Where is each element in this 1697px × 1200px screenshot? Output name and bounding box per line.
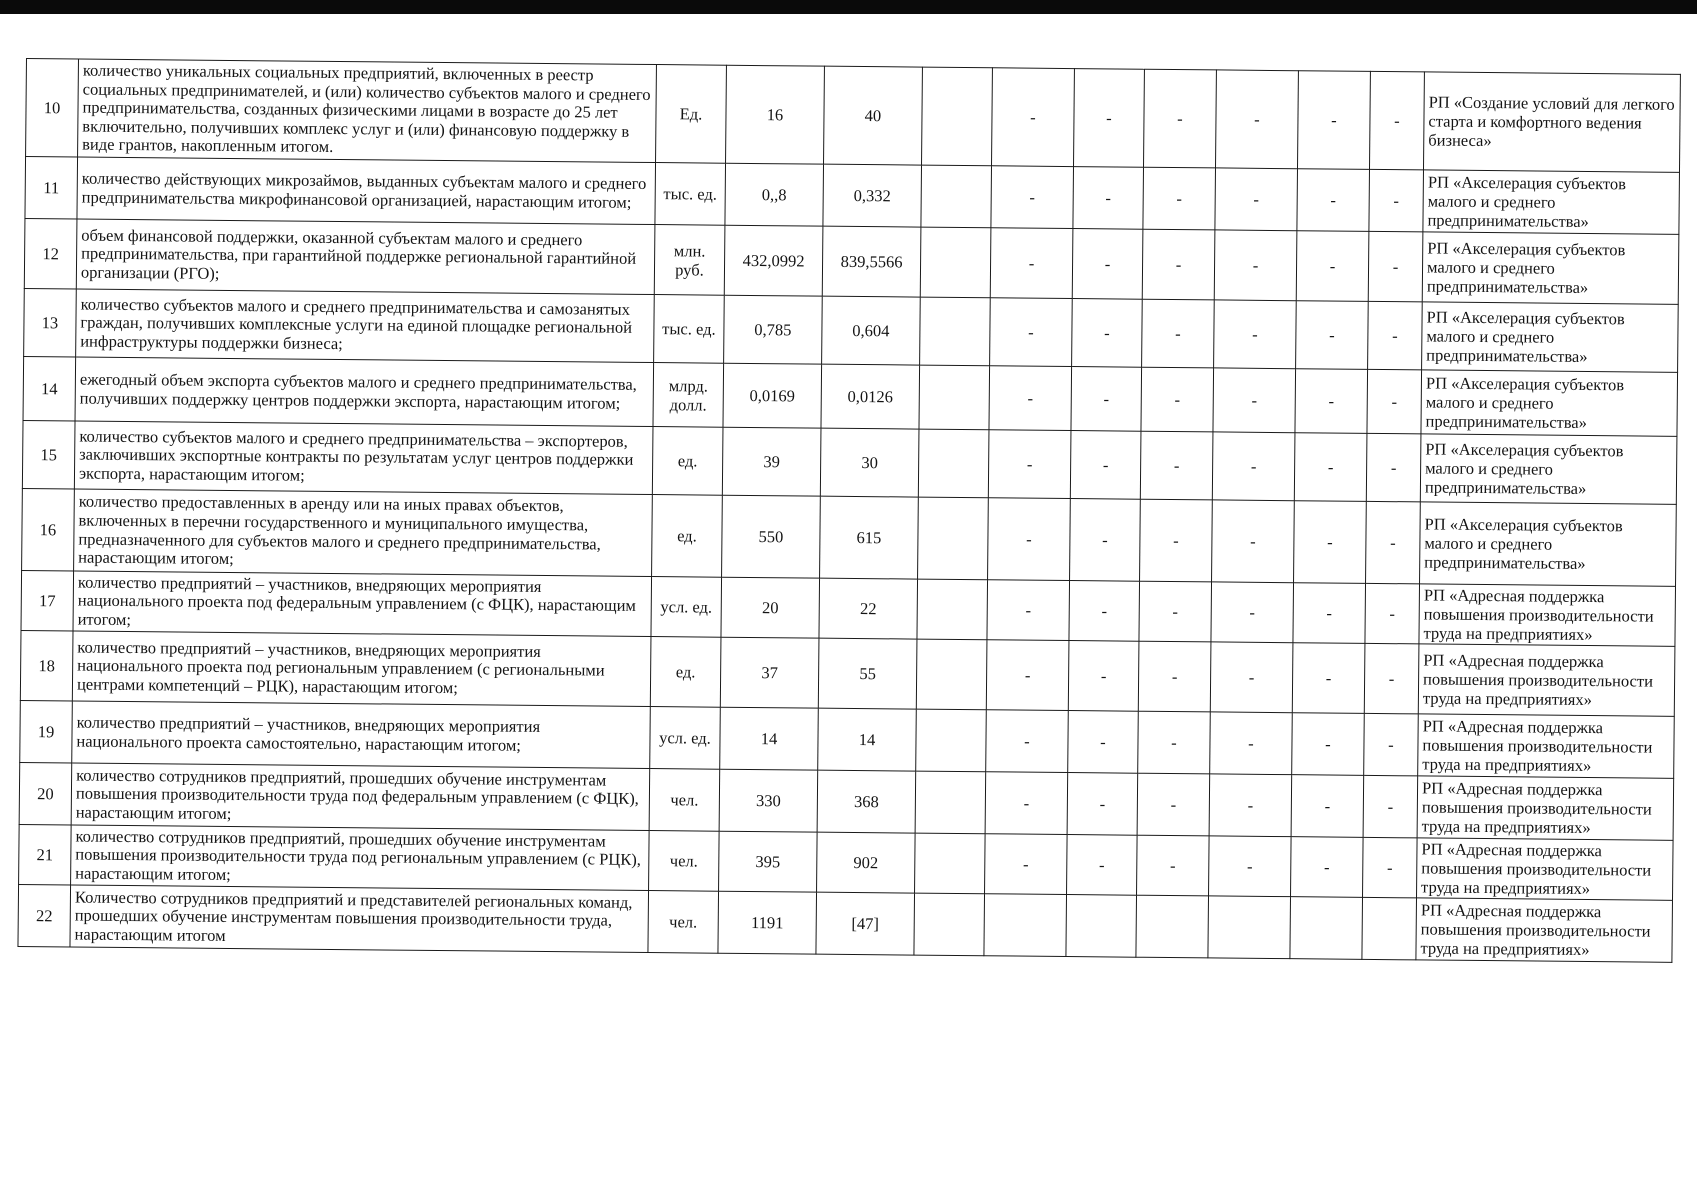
year-value-cell: - (1069, 581, 1140, 642)
year-value-cell: - (1366, 433, 1421, 502)
target-value: 0,0126 (821, 364, 920, 429)
indicator-description: ежегодный объем экспорта субъектов малого и среднего предпринимательства, получивших поддержку центров поддержки экспорта, нарастающим итогом; (75, 357, 654, 427)
year-value-cell: - (1215, 168, 1298, 231)
year-value-cell: - (1297, 169, 1370, 232)
unit-of-measure: тыс. ед. (655, 163, 726, 226)
year-value-cell: - (1291, 775, 1364, 838)
year-value-cell: - (1212, 500, 1295, 583)
base-value: 39 (722, 427, 821, 496)
year-value-cell: - (1296, 301, 1369, 370)
year-value-cell: - (1141, 367, 1214, 432)
unit-of-measure: усл. ед. (651, 577, 722, 638)
year-value-cell: - (992, 68, 1075, 167)
year-value-cell: - (1369, 169, 1424, 232)
regional-project: РП «Адресная поддержка повышения производительности труда на предприятиях» (1416, 898, 1673, 962)
indicator-description: количество субъектов малого и среднего предпринимательства и самозанятых граждан, получивших комплексные услуги на единой площадке региональной инфраструктуры поддержки бизнеса; (76, 289, 655, 363)
year-value-cell (1362, 897, 1417, 960)
year-value-cell: - (1140, 431, 1213, 500)
year-value-cell: - (1363, 837, 1418, 898)
indicator-description: количество предоставленных в аренду или на иных правах объектов, включенных в перечни государственного и муниципального имущества, предназначенного для субъектов малого и среднего предпринимательства, нарастающим итогом; (74, 489, 653, 577)
year-value-cell: - (1070, 499, 1141, 582)
year-value-cell: - (1142, 299, 1215, 368)
row-number: 22 (18, 884, 71, 946)
year-value-cell: - (1296, 231, 1369, 302)
regional-project: РП «Адресная поддержка повышения производительности труда на предприятиях» (1418, 714, 1675, 778)
year-value-cell: - (1292, 713, 1365, 776)
base-value: 0,0169 (723, 363, 822, 428)
row-number: 16 (22, 488, 75, 570)
year-value-cell: - (989, 366, 1072, 431)
row-number: 21 (19, 824, 72, 884)
table-row (26, 59, 1681, 173)
year-value-cell (920, 297, 991, 366)
row-number: 18 (20, 630, 73, 700)
year-value-cell: - (1366, 501, 1421, 584)
year-value-cell (918, 497, 989, 580)
year-value-cell: - (1139, 581, 1212, 642)
year-value-cell (984, 894, 1067, 957)
year-value-cell: - (1364, 713, 1419, 776)
year-value-cell (919, 365, 990, 430)
target-value: 615 (820, 496, 919, 579)
row-number: 20 (19, 762, 72, 824)
year-value-cell (915, 771, 986, 834)
year-value-cell: - (1074, 69, 1145, 168)
year-value-cell: - (1368, 301, 1423, 370)
base-value: 1191 (718, 891, 817, 954)
regional-project: РП «Акселерация субъектов малого и среднего предпринимательства» (1420, 434, 1677, 504)
year-value-cell: - (1140, 499, 1213, 582)
unit-of-measure: чел. (648, 891, 719, 954)
row-number: 19 (20, 700, 73, 762)
year-value-cell: - (1367, 369, 1422, 434)
year-value-cell (916, 709, 987, 772)
year-value-cell: - (988, 430, 1071, 499)
indicator-description: количество уникальных социальных предприятий, включенных в реестр социальных предпринимателей, и (или) количество субъектов малого и среднего предпринимательства, созданных физическими лицами в возрасте до 25 лет включительно, получивших комплекс услуг и (или) финансовую поддержку в виде грантов, накопленным итогом. (78, 59, 657, 163)
row-number: 11 (25, 157, 78, 219)
unit-of-measure: усл. ед. (650, 707, 721, 770)
unit-of-measure: чел. (649, 831, 720, 892)
indicator-description: количество предприятий – участников, внедряющих мероприятия национального проекта самостоятельно, нарастающим итогом; (72, 701, 651, 769)
year-value-cell: - (987, 580, 1070, 641)
row-number: 10 (26, 59, 79, 157)
year-value-cell (1066, 895, 1137, 958)
year-value-cell: - (1297, 71, 1370, 170)
year-value-cell: - (1210, 642, 1293, 713)
unit-of-measure: чел. (649, 769, 720, 832)
year-value-cell (918, 429, 989, 498)
target-value: 839,5566 (822, 226, 921, 297)
year-value-cell: - (1137, 835, 1210, 896)
regional-project: РП «Акселерация субъектов малого и среднего предпринимательства» (1420, 502, 1677, 586)
year-value-cell: - (1137, 773, 1210, 836)
year-value-cell: - (1294, 433, 1367, 502)
year-value-cell (914, 893, 985, 956)
year-value-cell: - (1215, 70, 1298, 169)
year-value-cell: - (990, 228, 1073, 299)
unit-of-measure: млн. руб. (654, 225, 725, 296)
indicator-description: количество сотрудников предприятий, прошедших обучение инструментам повышения производительности труда под федеральным управлением (с ФЦК), нарастающим итогом; (71, 763, 650, 831)
year-value-cell (915, 833, 986, 894)
indicator-description: количество действующих микрозаймов, выданных субъектам малого и среднего предпринимательства микрофинансовой организацией, нарастающим итогом; (77, 157, 656, 225)
year-value-cell: - (1211, 582, 1294, 643)
unit-of-measure: тыс. ед. (654, 295, 725, 364)
base-value: 432,0992 (724, 225, 823, 296)
year-value-cell: - (1368, 231, 1423, 302)
year-value-cell: - (1210, 712, 1293, 775)
year-value-cell: - (991, 166, 1074, 229)
year-value-cell: - (1369, 71, 1424, 170)
indicator-description: Количество сотрудников предприятий и представителей региональных команд, прошедших обучение инструментам повышения производительности труда, нарастающим итогом (70, 885, 649, 953)
target-value: 55 (818, 638, 917, 709)
year-value-cell: - (1291, 837, 1364, 898)
year-value-cell (922, 67, 993, 166)
indicator-description: количество сотрудников предприятий, прошедших обучение инструментам повышения производительности труда под региональным управлением (с РЦК), нарастающим итогом; (71, 825, 650, 891)
year-value-cell (916, 639, 987, 710)
unit-of-measure: ед. (652, 427, 723, 496)
base-value: 395 (719, 831, 818, 892)
year-value-cell: - (985, 834, 1068, 895)
year-value-cell: - (1293, 583, 1366, 644)
year-value-cell (920, 227, 991, 298)
target-value: 0,332 (823, 164, 922, 227)
year-value-cell (917, 579, 988, 640)
regional-project: РП «Создание условий для легкого старта и комфортного ведения бизнеса» (1423, 72, 1680, 172)
indicator-description: количество предприятий – участников, внедряющих мероприятия национального проекта под федеральным управлением (с ФЦК), нарастающим итогом; (73, 571, 652, 637)
target-value: 22 (819, 578, 918, 639)
year-value-cell: - (1363, 775, 1418, 838)
unit-of-measure: млрд. долл. (653, 363, 724, 428)
base-value: 37 (720, 637, 819, 708)
base-value: 0,,8 (725, 163, 824, 226)
document-page (17, 58, 1680, 963)
target-value: 902 (817, 832, 916, 893)
year-value-cell (1290, 897, 1363, 960)
row-number: 14 (23, 356, 76, 420)
year-value-cell: - (1214, 300, 1297, 369)
year-value-cell: - (1294, 501, 1367, 584)
year-value-cell: - (1365, 583, 1420, 644)
year-value-cell (1136, 895, 1209, 958)
target-value: 14 (818, 708, 917, 771)
indicators-table (17, 58, 1680, 963)
indicator-description: объем финансовой поддержки, оказанной субъектам малого и среднего предпринимательства, при гарантийной поддержке региональной гарантийной организации (РГО); (76, 219, 655, 295)
regional-project: РП «Акселерация субъектов малого и среднего предпринимательства» (1423, 170, 1680, 234)
row-number: 15 (22, 420, 75, 488)
year-value-cell: - (1138, 711, 1211, 774)
year-value-cell: - (1138, 641, 1211, 712)
year-value-cell: - (985, 772, 1068, 835)
year-value-cell: - (1292, 643, 1365, 714)
regional-project: РП «Адресная поддержка повышения производительности труда на предприятиях» (1417, 776, 1674, 840)
regional-project: РП «Адресная поддержка повышения производительности труда на предприятиях» (1419, 584, 1676, 646)
base-value: 0,785 (724, 295, 823, 364)
year-value-cell: - (1073, 167, 1144, 230)
year-value-cell: - (1214, 230, 1297, 301)
regional-project: РП «Акселерация субъектов малого и среднего предпринимательства» (1422, 232, 1679, 304)
year-value-cell: - (1212, 432, 1295, 501)
target-value: 368 (817, 770, 916, 833)
year-value-cell: - (986, 640, 1069, 711)
indicator-description: количество субъектов малого и среднего предпринимательства – экспортеров, заключивших экспортные контракты по результатам услуг центров поддержки экспорта, нарастающим итогом; (74, 421, 653, 495)
year-value-cell (921, 165, 992, 228)
year-value-cell: - (988, 498, 1071, 581)
year-value-cell: - (1143, 167, 1216, 230)
regional-project: РП «Акселерация субъектов малого и среднего предпринимательства» (1422, 302, 1679, 372)
base-value: 20 (721, 577, 820, 638)
year-value-cell: - (1070, 431, 1141, 500)
table-body (18, 59, 1680, 963)
base-value: 16 (726, 65, 825, 164)
year-value-cell (1208, 896, 1291, 959)
table-row (22, 488, 1677, 586)
target-value: [47] (816, 892, 915, 955)
year-value-cell: - (986, 710, 1069, 773)
year-value-cell: - (1068, 641, 1139, 712)
year-value-cell: - (1067, 773, 1138, 836)
unit-of-measure: ед. (650, 637, 721, 708)
year-value-cell: - (1213, 368, 1296, 433)
year-value-cell: - (1295, 369, 1368, 434)
year-value-cell: - (990, 298, 1073, 367)
regional-project: РП «Акселерация субъектов малого и среднего предпринимательства» (1421, 370, 1678, 436)
row-number: 13 (24, 288, 77, 356)
unit-of-measure: Ед. (656, 65, 727, 164)
year-value-cell: - (1209, 774, 1292, 837)
base-value: 330 (719, 769, 818, 832)
target-value: 30 (820, 428, 919, 497)
base-value: 550 (722, 495, 821, 578)
regional-project: РП «Адресная поддержка повышения производительности труда на предприятиях» (1417, 838, 1674, 900)
indicator-description: количество предприятий – участников, внедряющих мероприятия национального проекта под региональным управлением (с региональными центрами компетенций – РЦК), нарастающим итогом; (72, 631, 651, 707)
base-value: 14 (720, 707, 819, 770)
regional-project: РП «Адресная поддержка повышения производительности труда на предприятиях» (1418, 644, 1675, 716)
year-value-cell: - (1144, 69, 1217, 168)
year-value-cell: - (1068, 711, 1139, 774)
year-value-cell: - (1071, 367, 1142, 432)
year-value-cell: - (1364, 643, 1419, 714)
year-value-cell: - (1067, 835, 1138, 896)
target-value: 40 (824, 66, 923, 165)
target-value: 0,604 (822, 296, 921, 365)
row-number: 17 (21, 570, 74, 630)
scan-edge (0, 0, 1697, 14)
year-value-cell: - (1209, 836, 1292, 897)
year-value-cell: - (1072, 229, 1143, 300)
year-value-cell: - (1142, 229, 1215, 300)
row-number: 12 (24, 218, 77, 288)
year-value-cell: - (1072, 299, 1143, 368)
unit-of-measure: ед. (652, 495, 723, 578)
